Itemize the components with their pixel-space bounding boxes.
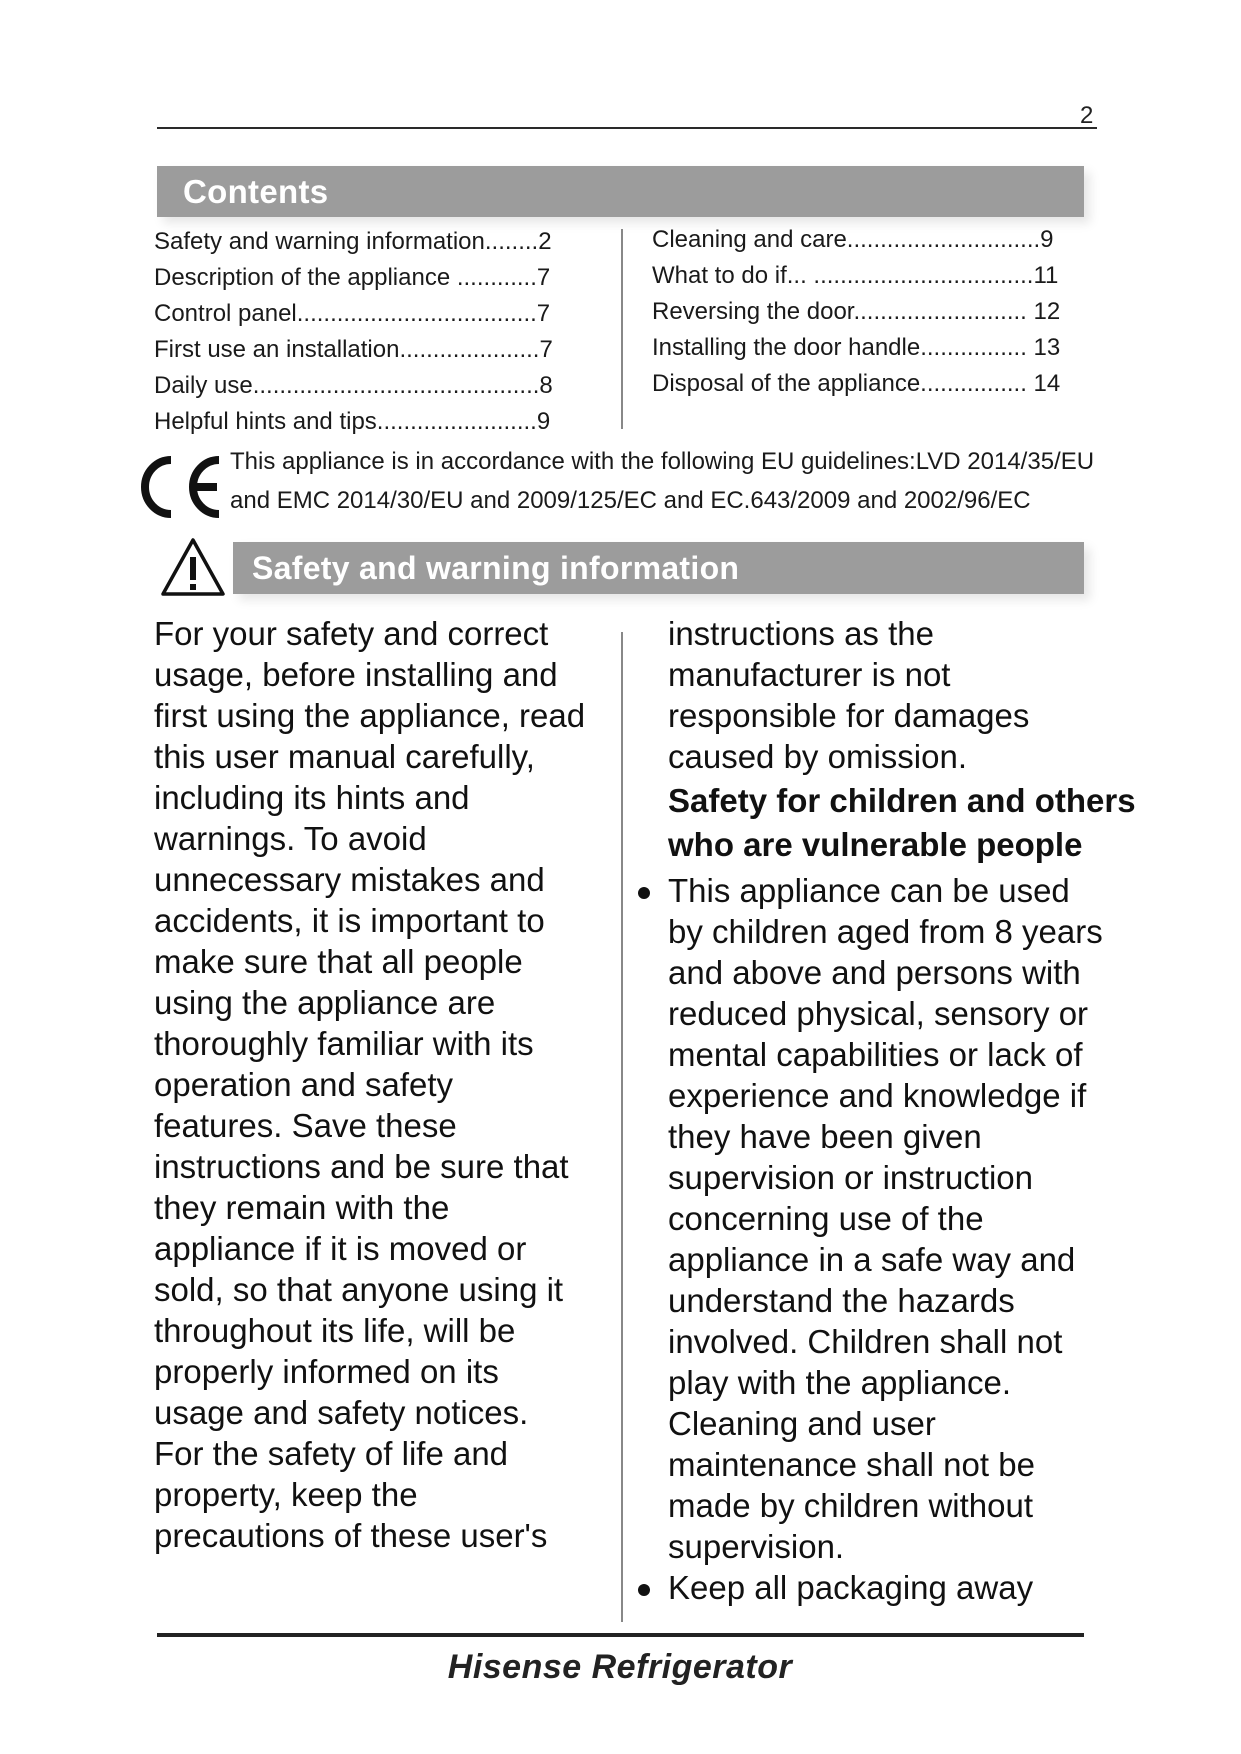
bullet-text-line: supervision. [668, 1528, 845, 1565]
contents-heading: Contents [157, 166, 1084, 217]
children-safety-subheading: who are vulnerable people [668, 826, 1083, 863]
toc-item[interactable]: Daily use...........................................8 [154, 372, 553, 399]
bullet-text-line: This appliance can be used [668, 872, 1070, 909]
ce-compliance-line-2: and EMC 2014/30/EU and 2009/125/EC and EC.643/2009 and 2002/96/EC [230, 487, 1031, 514]
body-text-line: they remain with the [154, 1189, 450, 1226]
warning-triangle-icon [160, 537, 226, 597]
toc-item[interactable]: Reversing the door.......................... 12 [652, 298, 1061, 325]
toc-item[interactable]: What to do if... .................................11 [652, 262, 1059, 289]
body-text-line: For your safety and correct [154, 615, 549, 652]
bullet-text-line: made by children without [668, 1487, 1034, 1524]
body-text-line: features. Save these [154, 1107, 457, 1144]
safety-heading: Safety and warning information [233, 542, 1084, 594]
body-text-line: thoroughly familiar with its [154, 1025, 534, 1062]
body-text-line: instructions and be sure that [154, 1148, 569, 1185]
column-divider [621, 632, 623, 1622]
body-text-line: throughout its life, will be [154, 1312, 516, 1349]
body-text-line: properly informed on its [154, 1353, 499, 1390]
body-text-line: this user manual carefully, [154, 738, 535, 775]
bullet-text-line: mental capabilities or lack of [668, 1036, 1083, 1073]
toc-divider [621, 229, 623, 429]
bullet-text-line: they have been given [668, 1118, 982, 1155]
toc-item[interactable]: Description of the appliance ............7 [154, 264, 551, 291]
footer-brand-logo: Hisense Refrigerator [447, 1648, 793, 1686]
toc-item[interactable]: Control panel....................................7 [154, 300, 551, 327]
bullet-text-line: concerning use of the [668, 1200, 984, 1237]
body-text-line: manufacturer is not [668, 656, 951, 693]
body-text-line: property, keep the [154, 1476, 418, 1513]
body-text-line: make sure that all people [154, 943, 523, 980]
bullet-text-line: Keep all packaging away [668, 1569, 1034, 1606]
toc-item[interactable]: Helpful hints and tips........................9 [154, 408, 551, 435]
body-text-line: sold, so that anyone using it [154, 1271, 564, 1308]
toc-item[interactable]: Installing the door handle................ 13 [652, 334, 1061, 361]
toc-item[interactable]: Disposal of the appliance................ 14 [652, 370, 1061, 397]
bullet-text-line: involved. Children shall not [668, 1323, 1063, 1360]
body-text-line: appliance if it is moved or [154, 1230, 527, 1267]
bullet-text-line: appliance in a safe way and [668, 1241, 1076, 1278]
body-text-line: For the safety of life and [154, 1435, 509, 1472]
body-text-line: responsible for damages [668, 697, 1030, 734]
ce-compliance-line-1: This appliance is in accordance with the following EU guidelines:LVD 2014/35/EU [230, 448, 1095, 475]
body-text-line: accidents, it is important to [154, 902, 545, 939]
bullet-text-line: by children aged from 8 years [668, 913, 1103, 950]
footer-rule [157, 1633, 1084, 1637]
bullet-text-line: maintenance shall not be [668, 1446, 1035, 1483]
bullet-text-line: understand the hazards [668, 1282, 1015, 1319]
page-number: 2 [1080, 102, 1094, 129]
body-text-line: operation and safety [154, 1066, 454, 1103]
body-text-line: using the appliance are [154, 984, 496, 1021]
body-text-line: warnings. To avoid [154, 820, 427, 857]
bullet-text-line: play with the appliance. [668, 1364, 1012, 1401]
bullet-icon [638, 1584, 650, 1596]
bullet-text-line: reduced physical, sensory or [668, 995, 1089, 1032]
bullet-text-line: and above and persons with [668, 954, 1081, 991]
toc-item[interactable]: Safety and warning information........2 [154, 228, 552, 255]
body-text-line: usage and safety notices. [154, 1394, 529, 1431]
children-safety-subheading: Safety for children and others [668, 782, 1136, 819]
bullet-text-line: Cleaning and user [668, 1405, 936, 1442]
bullet-text-line: supervision or instruction [668, 1159, 1033, 1196]
header-rule [157, 127, 1097, 129]
body-text-line: including its hints and [154, 779, 470, 816]
bullet-icon [638, 887, 650, 899]
body-text-line: precautions of these user's [154, 1517, 548, 1554]
body-text-line: usage, before installing and [154, 656, 558, 693]
body-text-line: caused by omission. [668, 738, 967, 775]
body-text-line: unnecessary mistakes and [154, 861, 545, 898]
toc-item[interactable]: First use an installation.....................7 [154, 336, 553, 363]
toc-item[interactable]: Cleaning and care.............................9 [652, 226, 1054, 253]
bullet-text-line: experience and knowledge if [668, 1077, 1087, 1114]
body-text-line: instructions as the [668, 615, 934, 652]
body-text-line: first using the appliance, read [154, 697, 586, 734]
ce-mark-icon [133, 454, 227, 520]
